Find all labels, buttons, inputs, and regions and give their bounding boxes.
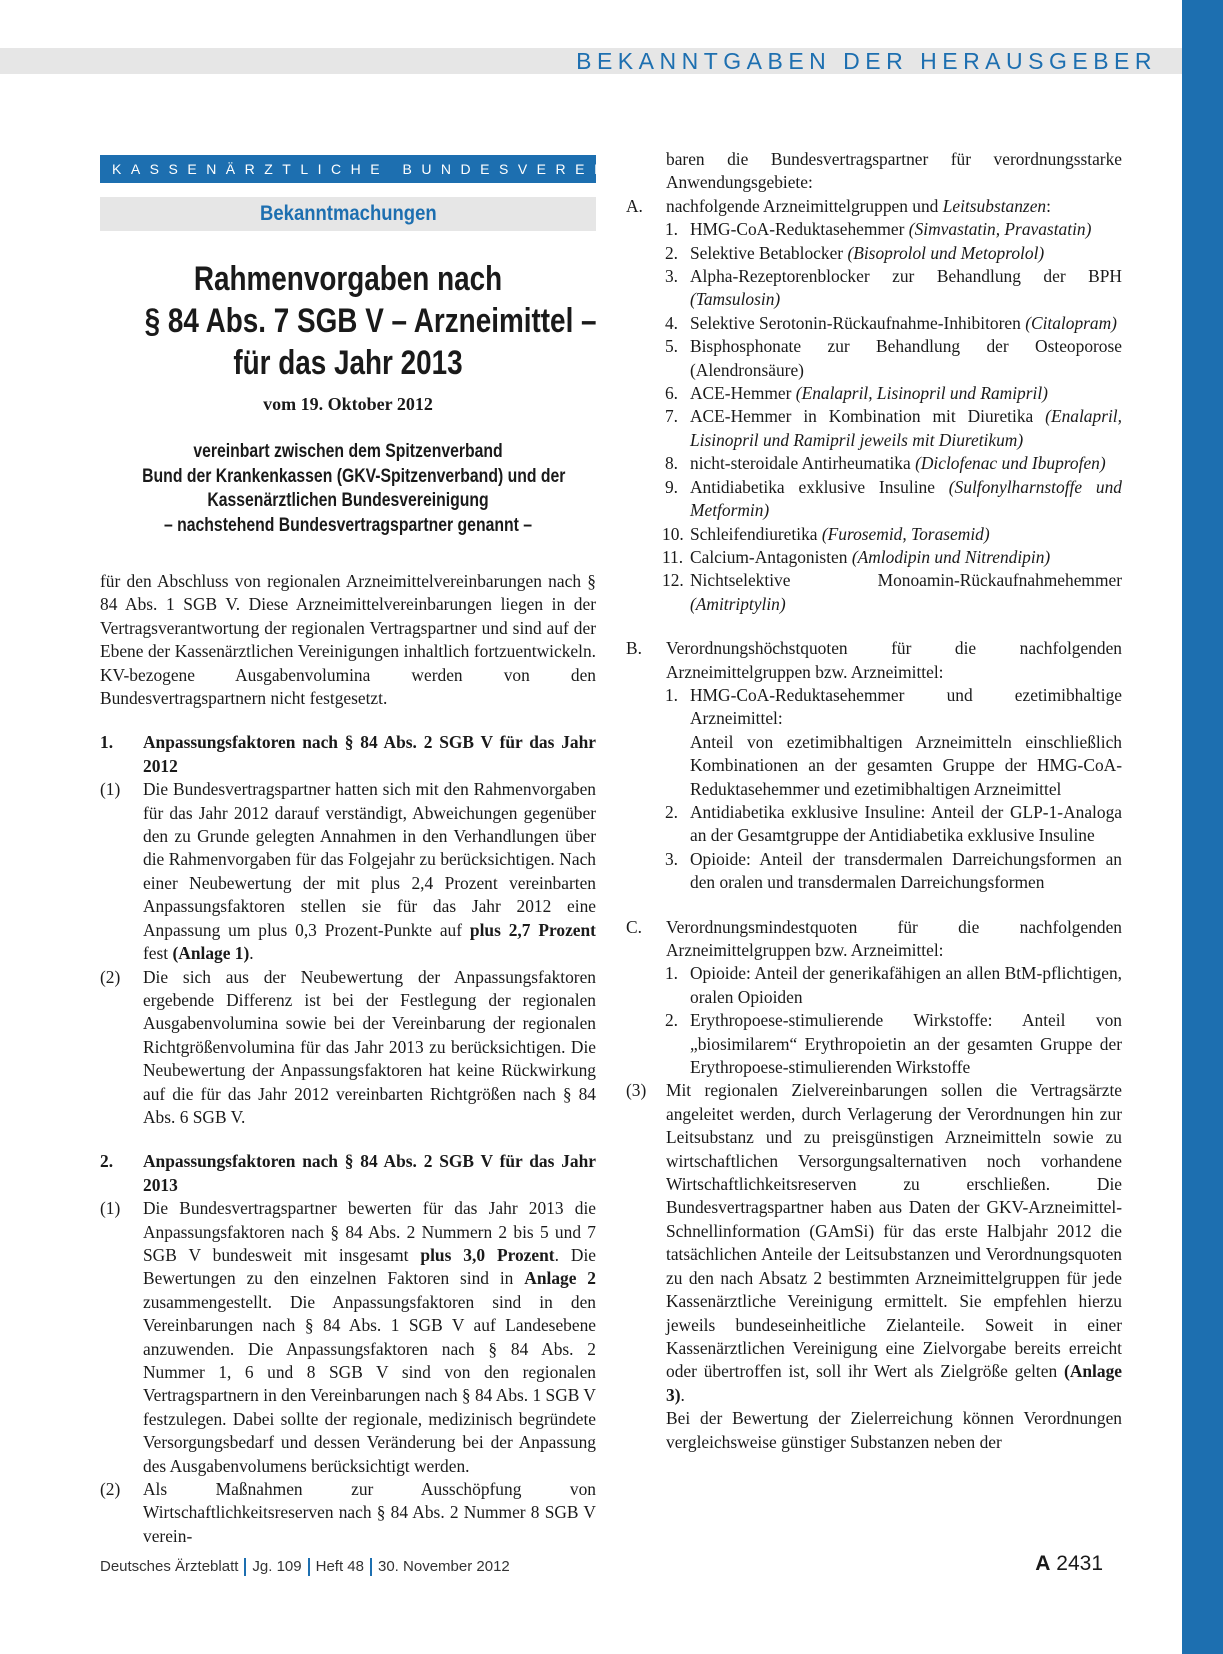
list-item-number: 7.: [664, 406, 678, 427]
group-text: Verordnungshöchstquoten für die nachfolgenden Arzneimittelgruppen bzw. Arzneimittel:: [666, 638, 1122, 682]
list-item-number: 3.: [664, 848, 678, 869]
list-item: [666, 1009, 1122, 1079]
section-heading-text: Anpassungsfaktoren nach § 84 Abs. 2 SGB V für das Jahr 2013: [143, 1151, 596, 1195]
group-letter: A.: [626, 195, 643, 216]
quota-list: [666, 684, 1122, 895]
list-item-detail: Anteil von ezetimibhaltigen Arzneimitteln einschließlich Kombinationen an der gesamten Gruppe der HMG-CoA-Reduktasehemmer und ezetimibhaltigen Arzneimittel: [690, 731, 1122, 799]
list-item-number: 5.: [664, 336, 678, 357]
list-item-number: 12.: [662, 570, 684, 591]
category-bar: [100, 197, 596, 231]
list-item-number: 3.: [664, 266, 678, 287]
section-heading: [100, 731, 596, 778]
list-item-number: 11.: [662, 546, 684, 567]
list-item: [662, 569, 1122, 616]
paragraph: [100, 1197, 596, 1478]
paragraph-number: (1): [100, 779, 121, 800]
paragraph-text: Bei der Bewertung der Zielerreichung können Verordnungen vergleichsweise günstiger Substanzen neben der: [666, 1408, 1122, 1452]
list-item-substances: (Enalapril, Lisinopril und Ramipril jeweils mit Diuretikum): [690, 406, 1122, 450]
list-item: [666, 452, 1122, 475]
emphasis: plus 2,7 Prozent: [469, 919, 596, 940]
list-item: [666, 218, 1122, 241]
list-item-text: Bisphosphonate zur Behandlung der Osteoporose (Alendronsäure): [690, 336, 1122, 380]
quota-list: [666, 962, 1122, 1079]
list-item-text: nicht-steroidale Antirheumatika: [690, 453, 911, 474]
paragraph-text: Als Maßnahmen zur Ausschöpfung von Wirtschaftlichkeitsreserven nach § 84 Abs. 2 Nummer 8 SGB V verein-: [143, 1479, 596, 1546]
title-line: § 84 Abs. 7 SGB V – Arzneimittel –: [144, 302, 597, 340]
paragraph-text: fest: [143, 943, 169, 964]
list-item-text: Opioide: Anteil der generikafähigen an allen BtM-pflichtigen, oralen Opioiden: [690, 963, 1122, 1007]
punctuation: .: [680, 1384, 685, 1405]
intro-paragraph: für den Abschluss von regionalen Arzneimittelvereinbarungen nach § 84 Abs. 1 SGB V. Diese Arzneimittelvereinbarungen liegen in der Vertragsverantwortung der regionalen Vertragspartner und sind auf der Ebene der Kassenärztlichen Vereinigungen inhaltlich fortzuentwickeln. KV-bezogene Ausgabenvolumina werden von den Bundesvertragspartnern nicht festgesetzt.: [100, 571, 596, 709]
section-title: BEKANNTGABEN DER HERAUSGEBER: [576, 48, 1157, 74]
group-text-italic: Leitsubstanzen: [942, 195, 1047, 216]
paragraph: [100, 966, 596, 1130]
group-letter: B.: [626, 638, 642, 659]
list-item-substances: (Amitriptylin): [690, 593, 786, 614]
list-item-number: 1.: [664, 219, 678, 240]
section-heading: [100, 1150, 596, 1197]
list-item-number: 1.: [664, 963, 678, 984]
list-item-substances: (Diclofenac und Ibuprofen): [915, 453, 1106, 474]
agreement-line: vereinbart zwischen dem Spitzenverband: [193, 441, 503, 462]
list-item-text: Antidiabetika exklusive Insuline: [690, 476, 935, 497]
list-item-text: Selektive Betablocker: [690, 242, 844, 263]
paragraph-text: Die Bundesvertragspartner hatten sich mit den Rahmenvorgaben für das Jahr 2012 darauf verständigt, Abweichungen gegenüber den zu Grunde gelegten Annahmen in den Verhandlungen über die Rahmenvorgaben für das Folgejahr zu berücksichtigen. Nach einer Neubewertung der mit plus 2,4 Prozent vereinbarten Anpassungsfaktoren stellen sie für das Jahr 2012 eine Anpassung um plus 0,3 Prozent-Punkte auf: [143, 779, 596, 940]
paragraph-number: (2): [100, 966, 121, 987]
punctuation: .: [249, 943, 254, 964]
list-item-number: 4.: [664, 312, 678, 333]
list-item-text: Antidiabetika exklusive Insuline: Anteil der GLP-1-Analoga an der Gesamtgruppe der Antidiabetika exklusive Insuline: [690, 801, 1122, 846]
journal-date: 30. November 2012: [378, 1558, 510, 1575]
paragraph: [100, 778, 596, 965]
list-item-text: ACE-Hemmer: [690, 383, 792, 404]
section-heading-text: Anpassungsfaktoren nach § 84 Abs. 2 SGB V für das Jahr 2012: [143, 732, 596, 776]
list-item-number: 10.: [662, 523, 684, 544]
list-item-text: Opioide: Anteil der transdermalen Darreichungsformen an den oralen und transdermalen Darreichungsformen: [690, 848, 1122, 893]
journal-volume: Jg. 109: [252, 1558, 302, 1575]
paragraph-number: (1): [100, 1198, 121, 1219]
paragraph-text: Mit regionalen Zielvereinbarungen sollen die Vertragsärzte angeleitet werden, durch Verlagerung der Verordnungen hin zur Leitsubstanz und zu preisgünstigen Arzneimitteln sowie zu wirtschaftlichen Versorgungsalternativen noch vorhandene Wirtschaftlichkeitsreserven zu erschließen. Die Bundesvertragspartner haben aus Daten der GKV-Arzneimittel-Schnellinformation (GAmSi) für das erste Halbjahr 2012 die tatsächlichen Anteile der Leitsubstanzen und Verordnungsquoten zu den nach Absatz 2 bestimmten Arzneimittelgruppen für jede Kassenärztliche Vereinigung ermittelt. Sie empfehlen hierzu jeweils bundeseinheitliche Zielanteile. Soweit in einer Kassenärztlichen Vereinigung eine Zielvorgabe bereits erreicht oder übertroffen ist, soll ihr Wert als Zielgröße gelten: [666, 1080, 1122, 1382]
list-item: [666, 242, 1122, 265]
list-item-text: HMG-CoA-Reduktasehemmer: [690, 219, 905, 240]
list-item: [666, 382, 1122, 405]
group-letter: C.: [626, 916, 642, 937]
list-item-number: 2.: [664, 242, 678, 263]
journal-issue: Heft 48: [315, 1558, 364, 1575]
title-line: Rahmenvorgaben nach: [193, 260, 503, 298]
list-item: [666, 684, 1122, 801]
article-date: vom 19. Oktober 2012: [263, 394, 433, 414]
annex-reference: Anlage 2: [524, 1268, 596, 1289]
footer-divider: [370, 1558, 372, 1576]
footer-divider: [244, 1558, 246, 1576]
agreement-line: Kassenärztlichen Bundesvereinigung: [207, 490, 489, 511]
list-item-number: 9.: [664, 476, 678, 497]
list-item-substances: (Citalopram): [1025, 312, 1117, 333]
right-column: [626, 148, 1122, 1454]
paragraph-text: zusammengestellt. Die Anpassungsfaktoren sind in den Vereinbarungen nach § 84 Abs. 1 SGB V auf Landesebene anzuwenden. Die Anpassungsfaktoren nach § 84 Abs. 2 Nummer 1, 6 und 8 SGB V sind von den regionalen Vertragspartnern in den Vereinbarungen nach § 84 Abs. 1 SGB V festzulegen. Dabei sollte der regionale, medizinisch begründete Versorgungsbedarf und dessen Veränderung bei der Anpassung des Ausgabenvolumens berücksichtigt werden.: [143, 1291, 596, 1476]
list-item: [662, 523, 1122, 546]
organization-bar: KASSENÄRZTLICHE BUNDESVEREINIGUNG: [100, 155, 596, 183]
list-item-substances: (Furosemid, Torasemid): [821, 523, 990, 544]
list-item: [666, 476, 1122, 523]
substance-list: [662, 218, 1122, 616]
list-item-text: ACE-Hemmer in Kombination mit Diuretika: [690, 406, 1034, 427]
list-item-substances: (Simvastatin, Pravastatin): [908, 219, 1092, 240]
group-text: nachfolgende Arzneimittelgruppen und: [666, 195, 939, 216]
list-item-number: 1.: [664, 684, 678, 705]
left-column: [100, 570, 596, 1548]
paragraph: [626, 1079, 1122, 1454]
paragraph: [100, 1478, 596, 1548]
list-group-c: [626, 916, 1122, 1080]
list-item-number: 2.: [664, 1010, 678, 1031]
paragraph-number: (2): [100, 1479, 121, 1500]
paragraph-text: Die sich aus der Neubewertung der Anpassungsfaktoren ergebende Differenz ist bei der Festlegung der regionalen Ausgabenvolumina sowie bei der Vereinbarung der regionalen Richtgrößenvolumina für das Jahr 2013 zu berücksichtigen. Die Neubewertung der Anpassungsfaktoren hat keine Rückwirkung auf die für das Jahr 2012 vereinbarten Richtgrößen nach § 84 Abs. 6 SGB V.: [143, 966, 596, 1127]
section-number: 1.: [100, 732, 114, 753]
continued-text: [626, 148, 1122, 195]
list-item-substances: (Enalapril, Lisinopril und Ramipril): [795, 383, 1048, 404]
annex-reference: (Anlage 1): [172, 943, 250, 964]
list-item-substances: (Amlodipin und Nitrendipin): [851, 546, 1051, 567]
page-prefix: A: [1035, 1552, 1051, 1575]
list-item: [666, 335, 1122, 382]
list-item-text: Nichtselektive Monoamin-Rückaufnahmehemmer: [690, 570, 1122, 591]
list-item-number: 8.: [664, 453, 678, 474]
list-item-text: Schleifendiuretika: [690, 523, 818, 544]
list-item-number: 6.: [664, 383, 678, 404]
annex-reference: (Anlage 3): [666, 1361, 1122, 1405]
list-item: [666, 405, 1122, 452]
category-label: Bekanntmachungen: [259, 202, 437, 225]
list-item-substances: (Bisoprolol und Metoprolol): [847, 242, 1045, 263]
page-number-value: 2431: [1056, 1552, 1103, 1575]
list-item-number: 2.: [664, 801, 678, 822]
list-item: [662, 546, 1122, 569]
sidebar-stripe: [1182, 0, 1223, 1654]
list-item: [666, 265, 1122, 312]
list-item-text: Erythropoese-stimulierende Wirkstoffe: Anteil von „biosimilarem“ Erythropoietin an der gesamten Gruppe der Erythropoese-stimulierenden Wirkstoffe: [690, 1010, 1122, 1078]
list-group-a: [626, 195, 1122, 616]
agreement-block: [100, 440, 596, 538]
list-item: [666, 312, 1122, 335]
paragraph-text: Die Bundesvertragspartner bewerten für das Jahr 2013 die Anpassungsfaktoren nach § 84 Abs. 2 Nummern 2 bis 5 und 7 SGB V bundesweit mit insgesamt: [143, 1198, 596, 1265]
list-item-substances: (Tamsulosin): [690, 289, 781, 310]
list-item-substances: (Sulfonylharnstoffe und Metformin): [690, 476, 1122, 521]
list-item-text: Calcium-Antagonisten: [690, 546, 848, 567]
journal-name: Deutsches Ärzteblatt: [100, 1558, 239, 1575]
title-line: für das Jahr 2013: [233, 344, 463, 382]
paragraph-text: baren die Bundesvertragspartner für verordnungsstarke Anwendungsgebiete:: [666, 149, 1122, 193]
footer-divider: [308, 1558, 310, 1576]
agreement-line: – nachstehend Bundesvertragspartner genannt –: [163, 514, 533, 536]
emphasis: plus 3,0 Prozent: [420, 1244, 555, 1265]
article-title: [100, 258, 596, 384]
list-item: [666, 801, 1122, 848]
page-number: [1035, 1552, 1103, 1576]
list-item-text: Alpha-Rezeptorenblocker zur Behandlung der BPH: [690, 266, 1122, 287]
footer: [100, 1558, 510, 1576]
list-item: [666, 962, 1122, 1009]
punctuation: :: [1046, 195, 1051, 216]
list-item-text: HMG-CoA-Reduktasehemmer und ezetimibhaltige Arzneimittel:: [690, 684, 1122, 729]
agreement-line: Bund der Krankenkassen (GKV-Spitzenverband) und der: [142, 465, 566, 487]
list-item: [666, 848, 1122, 895]
paragraph-number: (3): [626, 1080, 647, 1101]
list-item-text: Selektive Serotonin-Rückaufnahme-Inhibitoren: [690, 312, 1021, 333]
group-text: Verordnungsmindestquoten für die nachfolgenden Arzneimittelgruppen bzw. Arzneimittel:: [666, 916, 1122, 960]
list-group-b: [626, 637, 1122, 894]
paragraph-text: . Die Bewertungen zu den einzelnen Faktoren sind in: [143, 1244, 596, 1289]
section-number: 2.: [100, 1151, 114, 1172]
